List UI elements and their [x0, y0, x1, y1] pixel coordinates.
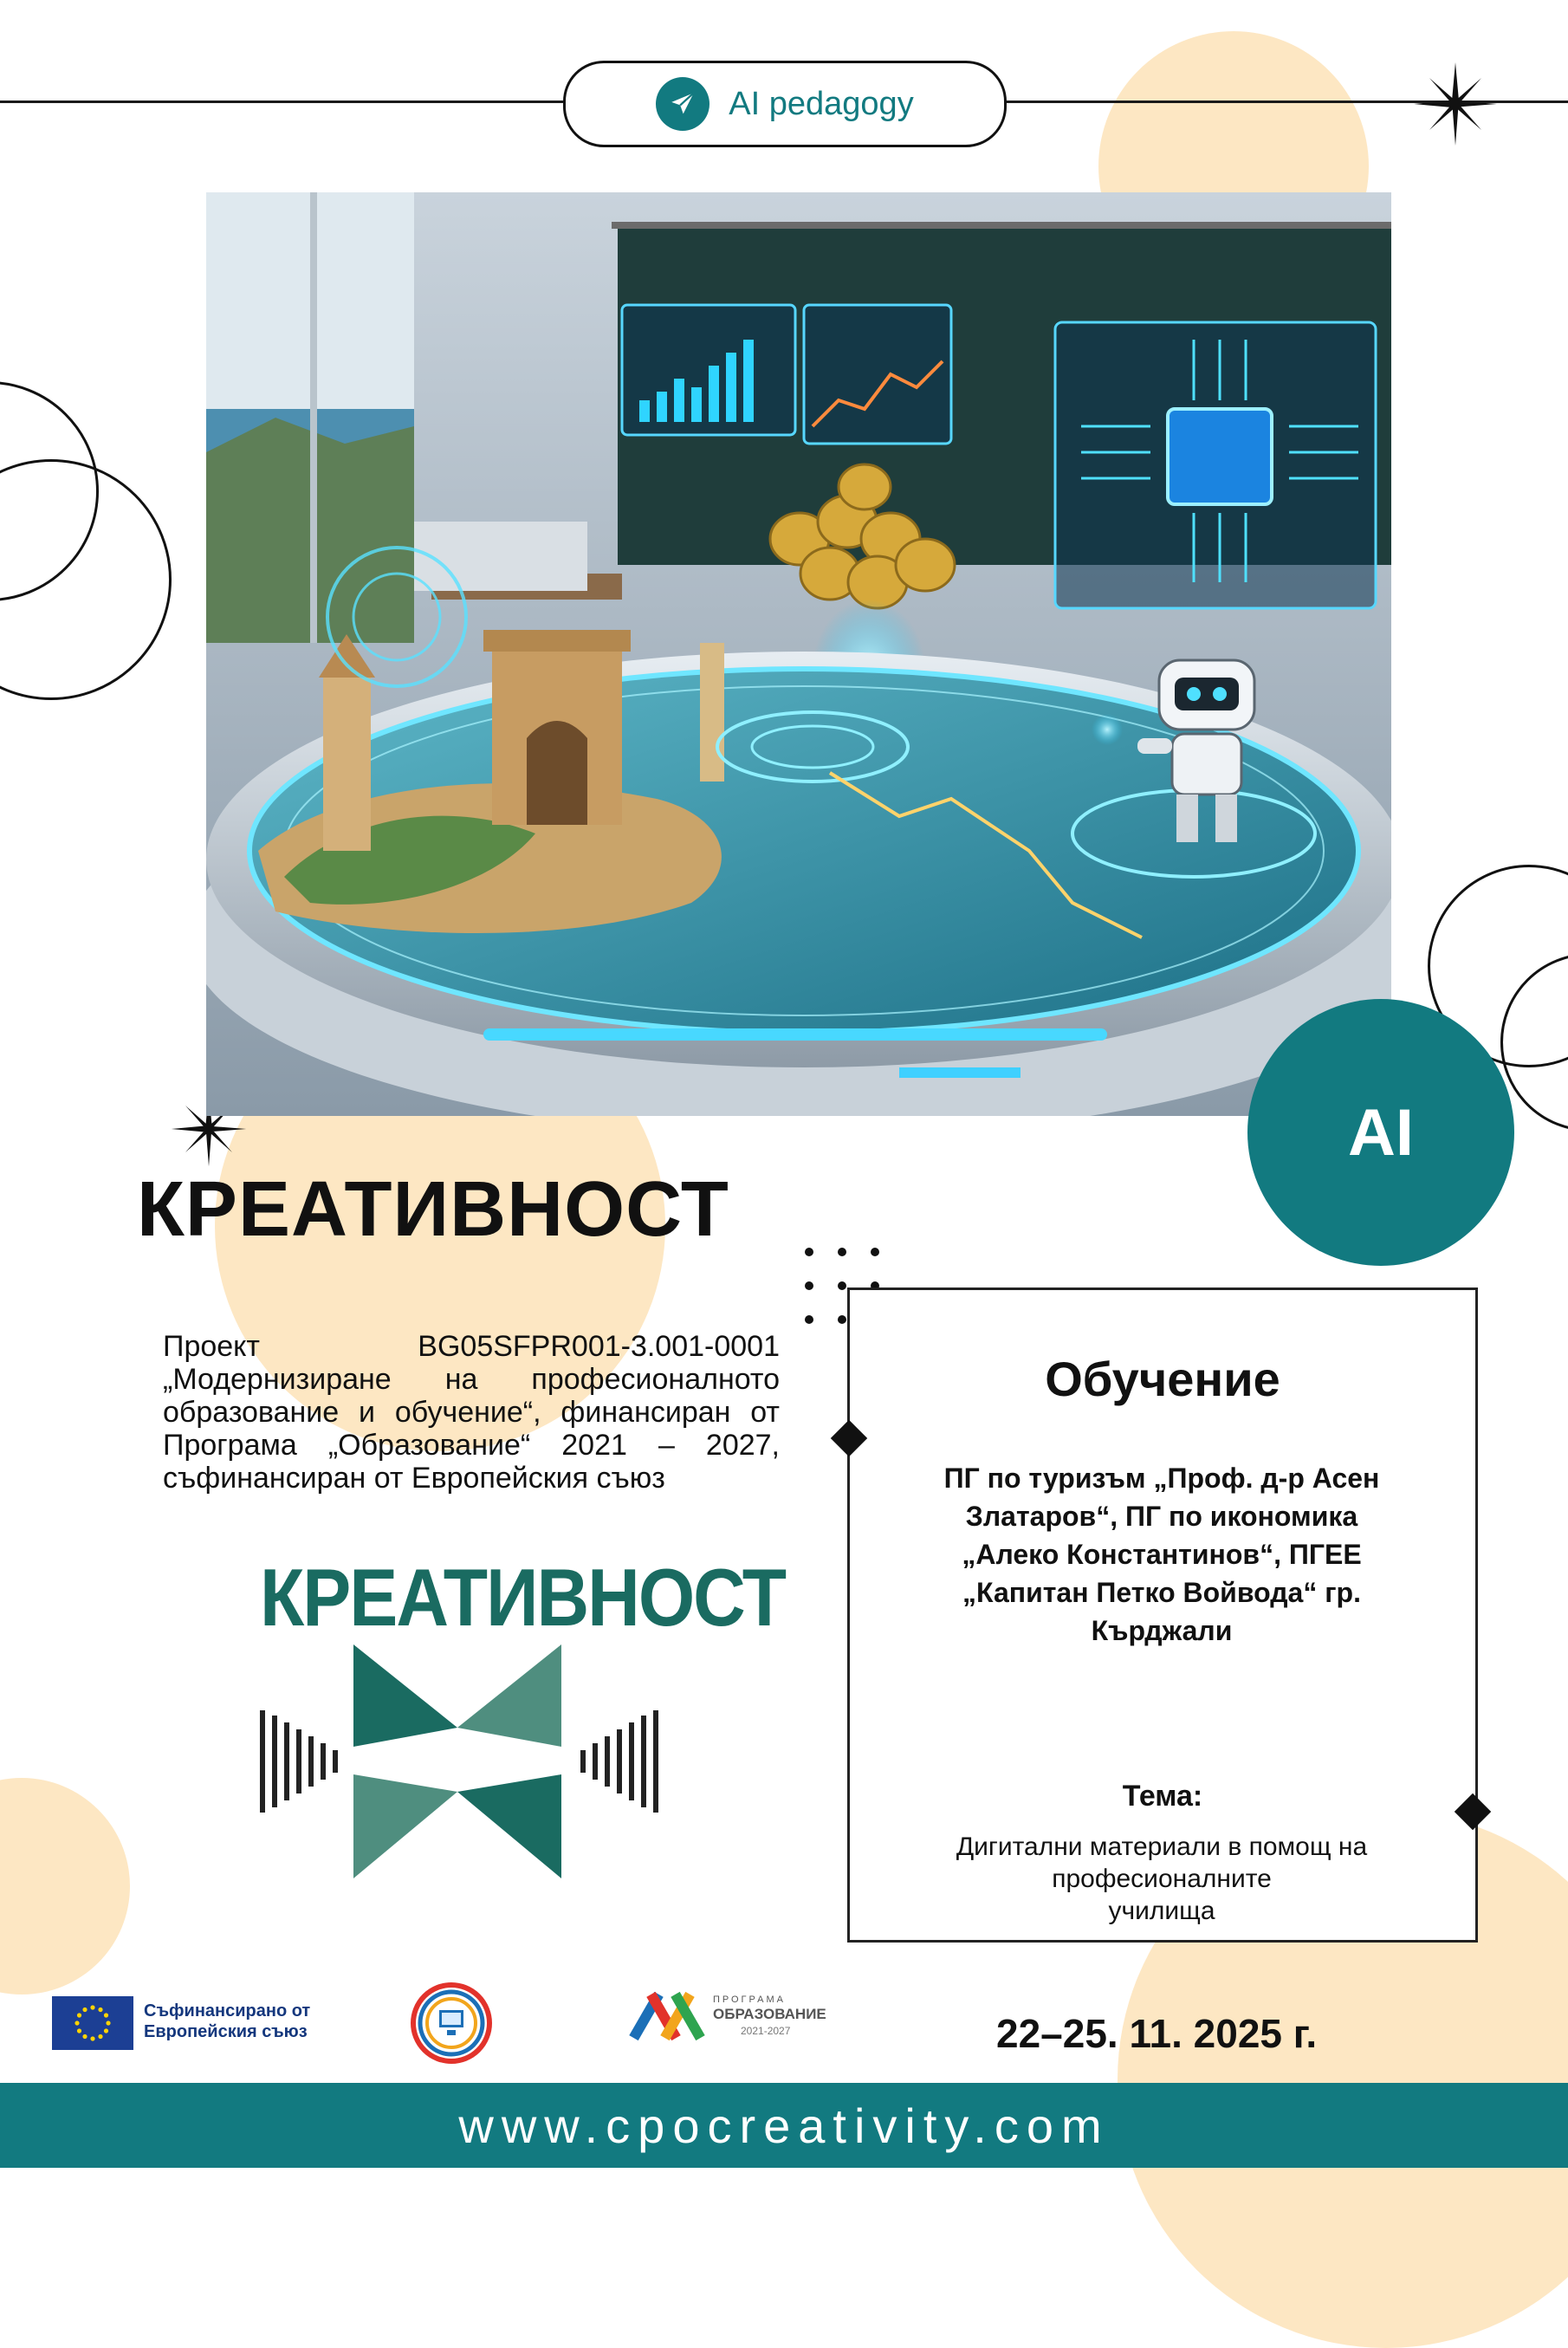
project-description: Проект BG05SFPR001-3.001-0001 „Модернизиране на професионалното образование и обучение“, финансиран от Програма „Образование“ 2021 – 2027, съфинансиран от Европейския съюз: [163, 1330, 780, 1495]
creativity-logo-wordmark: КРЕАТИВНОСТ: [260, 1552, 786, 1644]
footer-bar: [0, 2083, 1568, 2168]
website-link[interactable]: www.cpocreativity.com: [458, 2098, 1110, 2153]
program-education-logo-icon: [629, 1986, 707, 2046]
topic-label: Тема:: [1122, 1780, 1203, 1813]
program-name: ОБРАЗОВАНИЕ: [713, 2006, 826, 2022]
event-date: 22–25. 11. 2025 г.: [996, 2011, 1318, 2056]
creativity-logo-mark: [260, 1644, 658, 1880]
school-emblem-icon: [411, 1982, 492, 2064]
program-small-label: ПРОГРАМА: [713, 1995, 786, 2005]
cream-blob-bottom-left: [0, 1778, 130, 1995]
sparkle-icon: [1412, 61, 1499, 147]
eu-flag-icon: [52, 1996, 133, 2050]
page-title: КРЕАТИВНОСТ: [137, 1166, 729, 1253]
box-title: Обучение: [1045, 1352, 1280, 1406]
training-info-box: [847, 1288, 1478, 1943]
ai-badge: AI: [1247, 999, 1514, 1266]
header-badge: [563, 61, 1007, 147]
program-years: 2021-2027: [741, 2025, 791, 2037]
top-rule-left: [0, 101, 565, 103]
header-badge-label: AI pedagogy: [729, 85, 914, 122]
hero-image: [206, 192, 1391, 1116]
decor-ring: [0, 459, 172, 700]
schools-list: ПГ по туризъм „Проф. д-р Асен Златаров“, ПГ по икономика „Алеко Константинов“, ПГЕЕ „Капитан Петко Войвода“ гр. Кърджали: [943, 1463, 1380, 1646]
send-icon: [656, 77, 709, 131]
topic-text: Дигитални материали в помощ на професионалните училища: [956, 1832, 1368, 1925]
eu-cofunded-text: Съфинансирано от Европейския съюз: [144, 2001, 311, 2041]
